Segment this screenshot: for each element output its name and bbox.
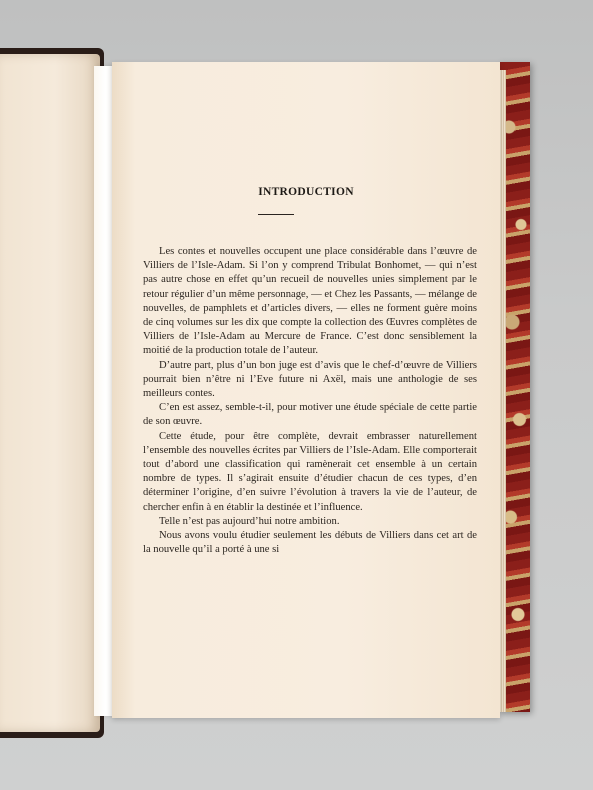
body-text [143,245,477,557]
chapter-heading: INTRODUCTION [258,186,354,198]
paragraph-4: Cette étude, pour être complète, devrait embrasser naturellement l’ensemble des nouvelles écrites par Villiers de l’Isle-Adam. Elle comporterait tout d’abord une classification qui ramènerait cet ensemble à un certain nombre de types. Il s’agirait ensuite d’étudier chacun de ces types, d’en déterminer l’origine, d’en suivre l’évolution à travers la vie de l’auteur, de chercher enfin à en établir la destinée et l’influence. [143,430,477,513]
left-page [0,54,100,732]
paragraph-2: D’autre part, plus d’un bon juge est d’avis que le chef-d’œuvre de Villiers pourrait bien n’être ni l’Eve future ni Axël, mais une anthologie de ses meilleurs contes. [143,359,477,400]
paragraph-6: Nous avons voulu étudier seulement les débuts de Villiers dans cet art de la nouvelle qu’il a porté à une si [143,530,477,556]
paragraph-3: C’en est assez, semble-t-il, pour motiver une étude spéciale de cette partie de son œuvre. [143,402,477,428]
heading-rule [258,214,294,215]
paragraph-1: Les contes et nouvelles occupent une place considérable dans l’œuvre de Villiers de l’Isle-Adam. Si l’on y comprend Tribulat Bonhomet, — qui n’est pas autre chose en effet qu’un recueil de nouvelles unies simplement par le retour régulier d’un même personnage, — et Chez les Passants, — mélange de nouvelles, de pamphlets et d’articles divers, — elles ne forment guère moins de cinq volumes sur les dix que compte la collection des Œuvres complètes de Villiers de l’Isle-Adam au Mercure de France. C’est donc sensiblement la moitié de la production totale de l’auteur. [143,246,477,357]
paragraph-5: Telle n’est pas aujourd’hui notre ambition. [159,515,340,527]
